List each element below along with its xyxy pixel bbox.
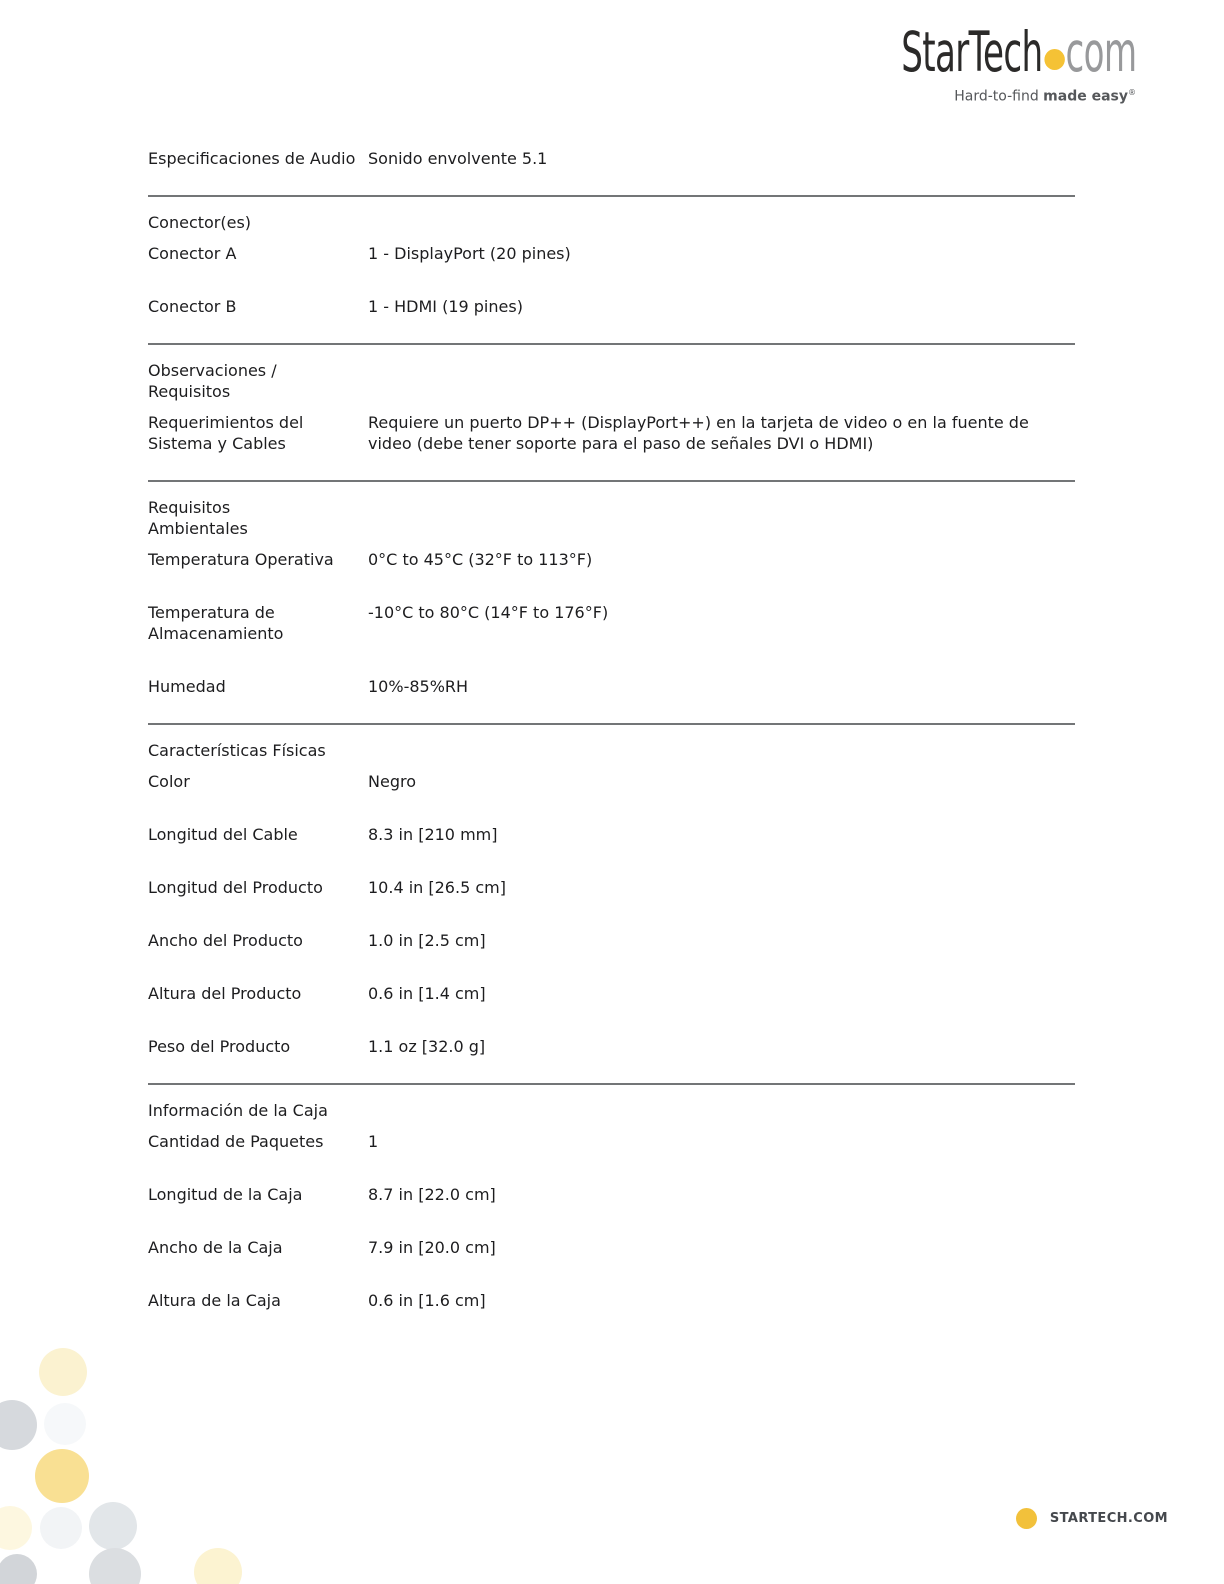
footer-label: STARTECH.COM	[1049, 1511, 1168, 1526]
spec-row	[148, 296, 1075, 317]
spec-label: Ancho de la Caja	[148, 1238, 283, 1257]
decorative-bubble	[35, 1449, 89, 1503]
spec-label: Longitud del Cable	[148, 825, 298, 844]
section-heading: Características Físicas	[148, 741, 326, 760]
spec-value: 8.3 in [210 mm]	[368, 825, 498, 844]
spec-section-requirements	[148, 343, 1075, 454]
spec-section-physical	[148, 723, 1075, 1057]
spec-value: 0°C to 45°C (32°F to 113°F)	[368, 550, 593, 569]
spec-row	[148, 148, 1075, 169]
spec-row	[148, 930, 1075, 951]
decorative-bubble	[44, 1403, 86, 1445]
spec-section-packaging	[148, 1083, 1075, 1311]
spec-label: Ancho del Producto	[148, 931, 303, 950]
spec-table	[148, 148, 1075, 1337]
startech-logo	[757, 20, 1136, 105]
spec-label: Humedad	[148, 677, 226, 696]
spec-row	[148, 983, 1075, 1004]
spec-row	[148, 676, 1075, 697]
spec-row	[148, 549, 1075, 570]
spec-label: Longitud del Producto	[148, 878, 323, 897]
spec-row	[148, 1131, 1075, 1152]
footer-brand	[1016, 1508, 1168, 1529]
spec-label: Temperatura de Almacenamiento	[148, 603, 284, 643]
section-heading: Requisitos Ambientales	[148, 498, 248, 538]
logo-tagline	[757, 85, 1136, 105]
startech-logo-wordmark	[900, 20, 1136, 84]
spec-value: 1 - HDMI (19 pines)	[368, 297, 523, 316]
tagline-bold: made easy	[1043, 88, 1128, 105]
logo-brand-suffix: com	[1065, 20, 1136, 84]
spec-value: Negro	[368, 772, 416, 791]
spec-label: Conector B	[148, 297, 237, 316]
registered-mark: ®	[1128, 87, 1136, 97]
spec-row	[148, 771, 1075, 792]
spec-row	[148, 602, 1075, 644]
spec-value: -10°C to 80°C (14°F to 176°F)	[368, 603, 609, 622]
spec-label: Temperatura Operativa	[148, 550, 334, 569]
spec-section-audio	[148, 148, 1075, 169]
spec-row	[148, 824, 1075, 845]
spec-label: Especificaciones de Audio	[148, 149, 356, 168]
decorative-bubble	[39, 1348, 87, 1396]
spec-label: Requerimientos del Sistema y Cables	[148, 413, 304, 453]
spec-row	[148, 1237, 1075, 1258]
spec-section-environmental	[148, 480, 1075, 697]
spec-value: 10.4 in [26.5 cm]	[368, 878, 506, 897]
spec-value: 1.0 in [2.5 cm]	[368, 931, 486, 950]
section-heading: Observaciones / Requisitos	[148, 361, 277, 401]
spec-row	[148, 1184, 1075, 1205]
spec-label: Conector A	[148, 244, 237, 263]
spec-value: 0.6 in [1.6 cm]	[368, 1291, 486, 1310]
logo-yellow-dot-icon	[1044, 49, 1064, 70]
decorative-bubble	[89, 1548, 141, 1584]
decorative-bubble	[0, 1506, 32, 1550]
spec-label: Color	[148, 772, 190, 791]
spec-value: 0.6 in [1.4 cm]	[368, 984, 486, 1003]
spec-row	[148, 1290, 1075, 1311]
spec-value: 1 - DisplayPort (20 pines)	[368, 244, 571, 263]
spec-row	[148, 877, 1075, 898]
section-heading: Información de la Caja	[148, 1101, 328, 1120]
spec-section-connectors	[148, 195, 1075, 317]
spec-value: 1.1 oz [32.0 g]	[368, 1037, 486, 1056]
spec-value: Sonido envolvente 5.1	[368, 149, 548, 168]
spec-label: Cantidad de Paquetes	[148, 1132, 324, 1151]
spec-value: 8.7 in [22.0 cm]	[368, 1185, 496, 1204]
spec-row	[148, 412, 1075, 454]
spec-label: Longitud de la Caja	[148, 1185, 303, 1204]
spec-value: 10%-85%RH	[368, 677, 469, 696]
spec-label: Altura del Producto	[148, 984, 302, 1003]
logo-brand-main: StarTech	[900, 20, 1043, 84]
spec-value: 7.9 in [20.0 cm]	[368, 1238, 496, 1257]
tagline-regular: Hard-to-find	[954, 88, 1039, 105]
decorative-bubble	[0, 1554, 37, 1584]
decorative-bubble	[89, 1502, 137, 1550]
decorative-bubble	[0, 1400, 37, 1450]
section-heading: Conector(es)	[148, 213, 252, 232]
footer-yellow-dot-icon	[1016, 1508, 1037, 1529]
spec-value: Requiere un puerto DP++ (DisplayPort++) en la tarjeta de video o en la fuente de video (debe tener soporte para el paso de señales DVI o HDMI)	[368, 413, 1029, 453]
spec-label: Altura de la Caja	[148, 1291, 281, 1310]
decorative-bubble	[194, 1548, 242, 1584]
spec-label: Peso del Producto	[148, 1037, 291, 1056]
spec-row	[148, 243, 1075, 264]
spec-value: 1	[368, 1132, 379, 1151]
decorative-bubble	[40, 1507, 82, 1549]
spec-row	[148, 1036, 1075, 1057]
